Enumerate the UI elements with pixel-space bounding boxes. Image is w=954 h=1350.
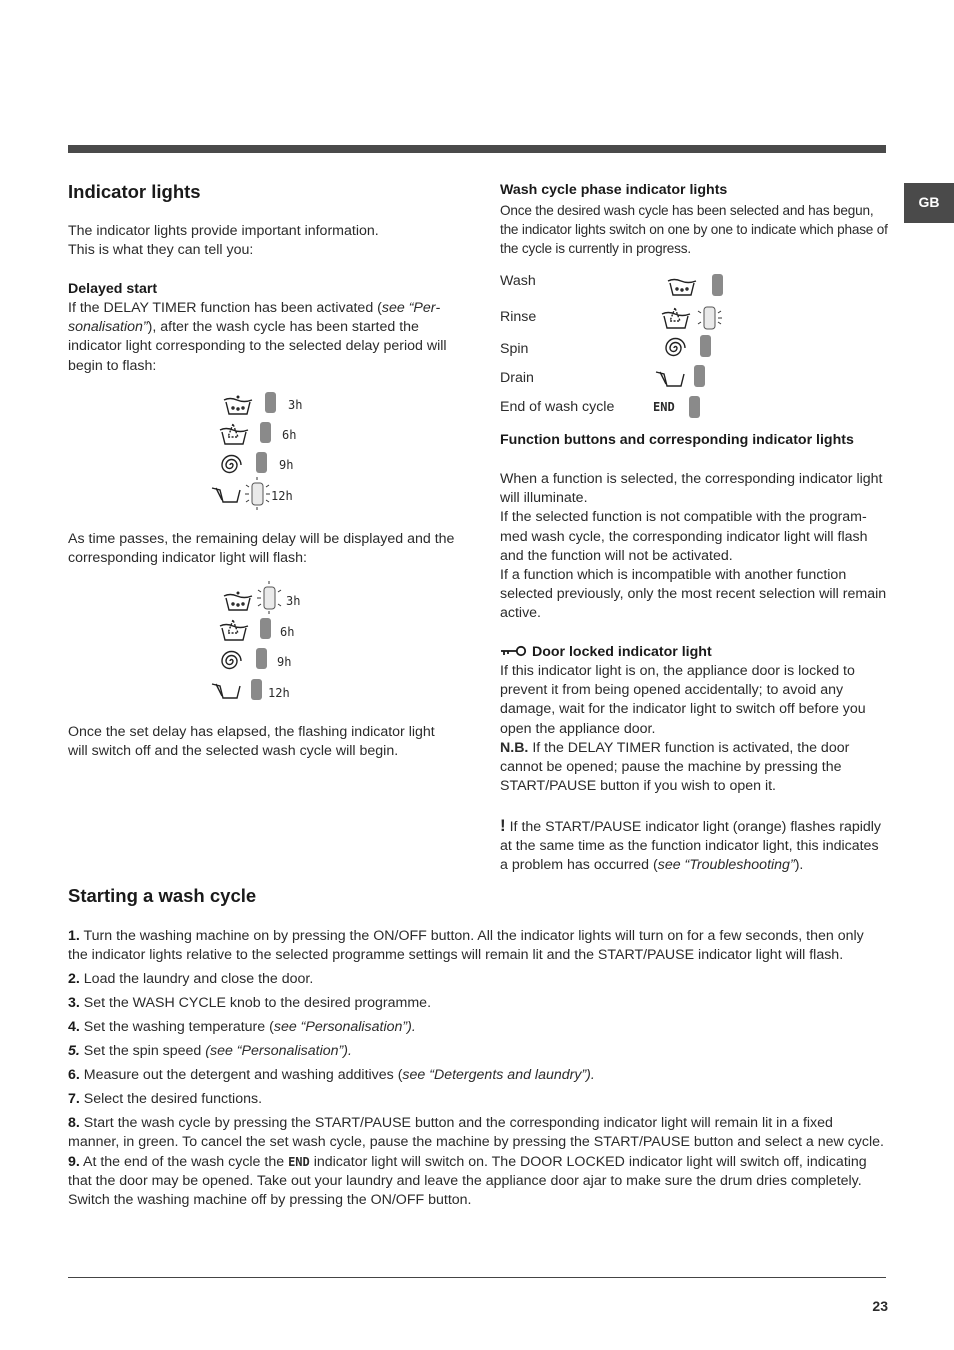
step-number: 1. bbox=[68, 928, 80, 944]
phase-text: Once the desired wash cycle has been selected and has begun, the indicator lights switch on one by one to indicate which phase of the cycle is currently in progress. bbox=[500, 203, 888, 257]
indicator-bar-3h bbox=[265, 392, 276, 413]
phase-label-rinse: Rinse bbox=[500, 309, 537, 325]
top-rule bbox=[68, 145, 886, 153]
delayed-text-ref: see “Personalisation” bbox=[68, 300, 441, 336]
function-text bbox=[500, 470, 888, 624]
delayed-text-c: ), after the wash cycle has been started the indicator light corresponding to the selected delay period will begin to flash: bbox=[68, 319, 447, 374]
function-p3: If a function which is incompatible with another function selected previously, only the most recent selection will remain active. bbox=[500, 567, 887, 622]
spin-icon bbox=[222, 455, 241, 472]
step-number: 2. bbox=[68, 971, 80, 988]
warning-mark: ! bbox=[500, 816, 506, 835]
end-icon: END bbox=[288, 1154, 310, 1169]
step-1 bbox=[68, 927, 886, 965]
delay-diagram-2 bbox=[210, 584, 320, 708]
step-5 bbox=[68, 1042, 886, 1061]
step-text: Turn the washing machine on by pressing the ON/OFF button. All the indicator lights will turn on for a few seconds, then only the indicator lights relative to the selected programme settings will remain lit and the START/PAUSE indicator light will flash. bbox=[68, 928, 864, 964]
indicator-bar-6h bbox=[260, 618, 271, 639]
phase-label-drain: Drain bbox=[500, 370, 534, 386]
step-text: Select the desired functions. bbox=[79, 1091, 263, 1108]
delay-diagram-1 bbox=[210, 388, 320, 512]
step-9 bbox=[68, 1153, 886, 1211]
door-nb bbox=[500, 739, 888, 797]
step-ref: (see “Personalisation”). bbox=[205, 1043, 352, 1060]
intro-line-1: The indicator lights provide important information. bbox=[68, 223, 379, 239]
phase-row-wash bbox=[500, 272, 740, 298]
function-p1: When a function is selected, the corresponding indicator light will illuminate. bbox=[500, 471, 883, 507]
step-number: 8. bbox=[68, 1115, 80, 1132]
page-number: 23 bbox=[872, 1298, 888, 1314]
time-passes-text: As time passes, the remaining delay will be displayed and the corresponding indicator light will flash: bbox=[68, 531, 455, 567]
flashing-indicator-3h bbox=[257, 581, 281, 614]
wash-phase-icon bbox=[666, 272, 726, 298]
phase-label-wash: Wash bbox=[500, 273, 536, 289]
step-text: Load the laundry and close the door. bbox=[79, 971, 314, 988]
delay-label-3h: 3h bbox=[286, 594, 301, 608]
drain-phase-icon bbox=[654, 364, 714, 392]
step-text-after: indicator light will switch on. The DOOR LOCKED indicator light will switch off, indicating that the door may be opened. Take out your laundry and leave the appliance door ajar to make sure the drum dries completely. Switch the washing machine off by pressing the ON/OFF button. bbox=[68, 1153, 867, 1209]
delay-label-9h: 9h bbox=[279, 458, 294, 472]
warning-a: If the START/PAUSE indicator light (orange) flashes rapidly at the same time as the function indicator light, this indicates a problem has occurred ( bbox=[500, 819, 882, 874]
end-icon: END bbox=[653, 400, 675, 414]
phase-title: Wash cycle phase indicator lights bbox=[500, 182, 728, 198]
step-number: 5. bbox=[68, 1043, 80, 1060]
nb-text: If the DELAY TIMER function is activated, the door cannot be opened; pause the machine by pressing the START/PAUSE button if you wish to open it. bbox=[500, 739, 850, 795]
step-text: Start the wash cycle by pressing the START/PAUSE button and the corresponding indicator light will remain lit in a fixed manner, in green. To cancel the set wash cycle, pause the machine by pressing the START/PAUSE button and select a new cycle. bbox=[68, 1115, 884, 1151]
door-p1: If this indicator light is on, the appliance door is locked to prevent it from being opened accidentally; to avoid any damage, wait for the indicator light to switch off before you open the appliance door. bbox=[500, 663, 866, 737]
function-p2: If the selected function is not compatible with the programmed wash cycle, the corresponding indicator light will flash and the function will not be activated. bbox=[500, 509, 868, 564]
step-text: Set the washing temperature ( bbox=[79, 1019, 274, 1036]
rinse-icon bbox=[220, 620, 248, 640]
step-text: Set the WASH CYCLE knob to the desired programme. bbox=[79, 995, 432, 1012]
step-number: 3. bbox=[68, 995, 80, 1012]
end-indicator-bar bbox=[688, 395, 702, 421]
step-text: At the end of the wash cycle the bbox=[79, 1153, 289, 1170]
intro-line-2: This is what they can tell you: bbox=[68, 242, 254, 259]
bottom-rule bbox=[68, 1277, 886, 1278]
indicator-bar-9h bbox=[256, 648, 267, 669]
step-3 bbox=[68, 994, 886, 1013]
steps-list bbox=[68, 927, 886, 1215]
indicator-bar-6h bbox=[260, 422, 271, 443]
step-7 bbox=[68, 1090, 886, 1109]
key-icon bbox=[500, 645, 528, 657]
delay-label-12h: 12h bbox=[268, 686, 290, 700]
phase-label-end: End of wash cycle bbox=[500, 399, 615, 415]
rinse-icon bbox=[220, 424, 248, 444]
step-number: 7. bbox=[68, 1091, 80, 1108]
phase-row-drain bbox=[500, 369, 740, 395]
step-4 bbox=[68, 1018, 886, 1037]
step-text: Set the spin speed bbox=[79, 1043, 206, 1060]
delay-label-9h: 9h bbox=[277, 655, 292, 669]
indicator-bar-12h bbox=[251, 679, 262, 700]
phase-label-spin: Spin bbox=[500, 341, 529, 357]
spin-phase-icon bbox=[662, 334, 722, 362]
wash-icon bbox=[224, 592, 252, 610]
delay-label-6h: 6h bbox=[282, 428, 297, 442]
step-number: 9. bbox=[68, 1153, 80, 1170]
starting-heading: Starting a wash cycle bbox=[68, 885, 257, 906]
delayed-start-title: Delayed start bbox=[68, 281, 158, 297]
drain-icon bbox=[212, 684, 240, 698]
phase-row-end bbox=[500, 398, 740, 424]
delay-diagram-1-svg bbox=[210, 388, 320, 512]
step-number: 4. bbox=[68, 1019, 80, 1036]
delayed-start-text bbox=[68, 299, 458, 376]
warning-ref: see “Troubleshooting” bbox=[657, 857, 795, 874]
delayed-text-a: If the DELAY TIMER function has been activated ( bbox=[68, 300, 382, 316]
spin-icon bbox=[222, 651, 241, 668]
wash-icon bbox=[224, 396, 252, 414]
step-6 bbox=[68, 1066, 886, 1085]
step-8 bbox=[68, 1114, 886, 1152]
rinse-phase-icon bbox=[662, 302, 732, 332]
step-2 bbox=[68, 970, 886, 989]
indicator-bar-9h bbox=[256, 452, 267, 473]
drain-icon bbox=[212, 488, 240, 502]
indicator-intro bbox=[68, 222, 458, 260]
delay-elapsed-text: Once the set delay has elapsed, the flashing indicator light will switch off and the selected wash cycle will begin. bbox=[68, 724, 435, 760]
warning-text bbox=[500, 816, 888, 876]
warning-c: ). bbox=[794, 857, 804, 874]
step-number: 6. bbox=[68, 1067, 80, 1084]
door-text bbox=[500, 662, 888, 796]
indicator-lights-heading: Indicator lights bbox=[68, 181, 201, 202]
delay-diagram-2-svg bbox=[210, 584, 320, 708]
delay-label-3h: 3h bbox=[288, 398, 303, 412]
step-ref: see “Personalisation”). bbox=[273, 1019, 416, 1036]
phase-row-rinse bbox=[500, 308, 740, 334]
door-title-row bbox=[500, 643, 888, 662]
step-ref: see “Detergents and laundry”). bbox=[402, 1067, 595, 1084]
delay-label-6h: 6h bbox=[280, 625, 295, 639]
flashing-indicator-12h bbox=[245, 477, 270, 510]
door-title: Door locked indicator light bbox=[531, 644, 712, 660]
step-text: Measure out the detergent and washing additives ( bbox=[79, 1067, 403, 1084]
phase-row-spin bbox=[500, 340, 740, 366]
function-title: Function buttons and corresponding indicator lights bbox=[500, 432, 854, 448]
delay-label-12h: 12h bbox=[271, 489, 293, 503]
nb-label: N.B. bbox=[500, 739, 529, 756]
language-tab: GB bbox=[904, 183, 954, 223]
